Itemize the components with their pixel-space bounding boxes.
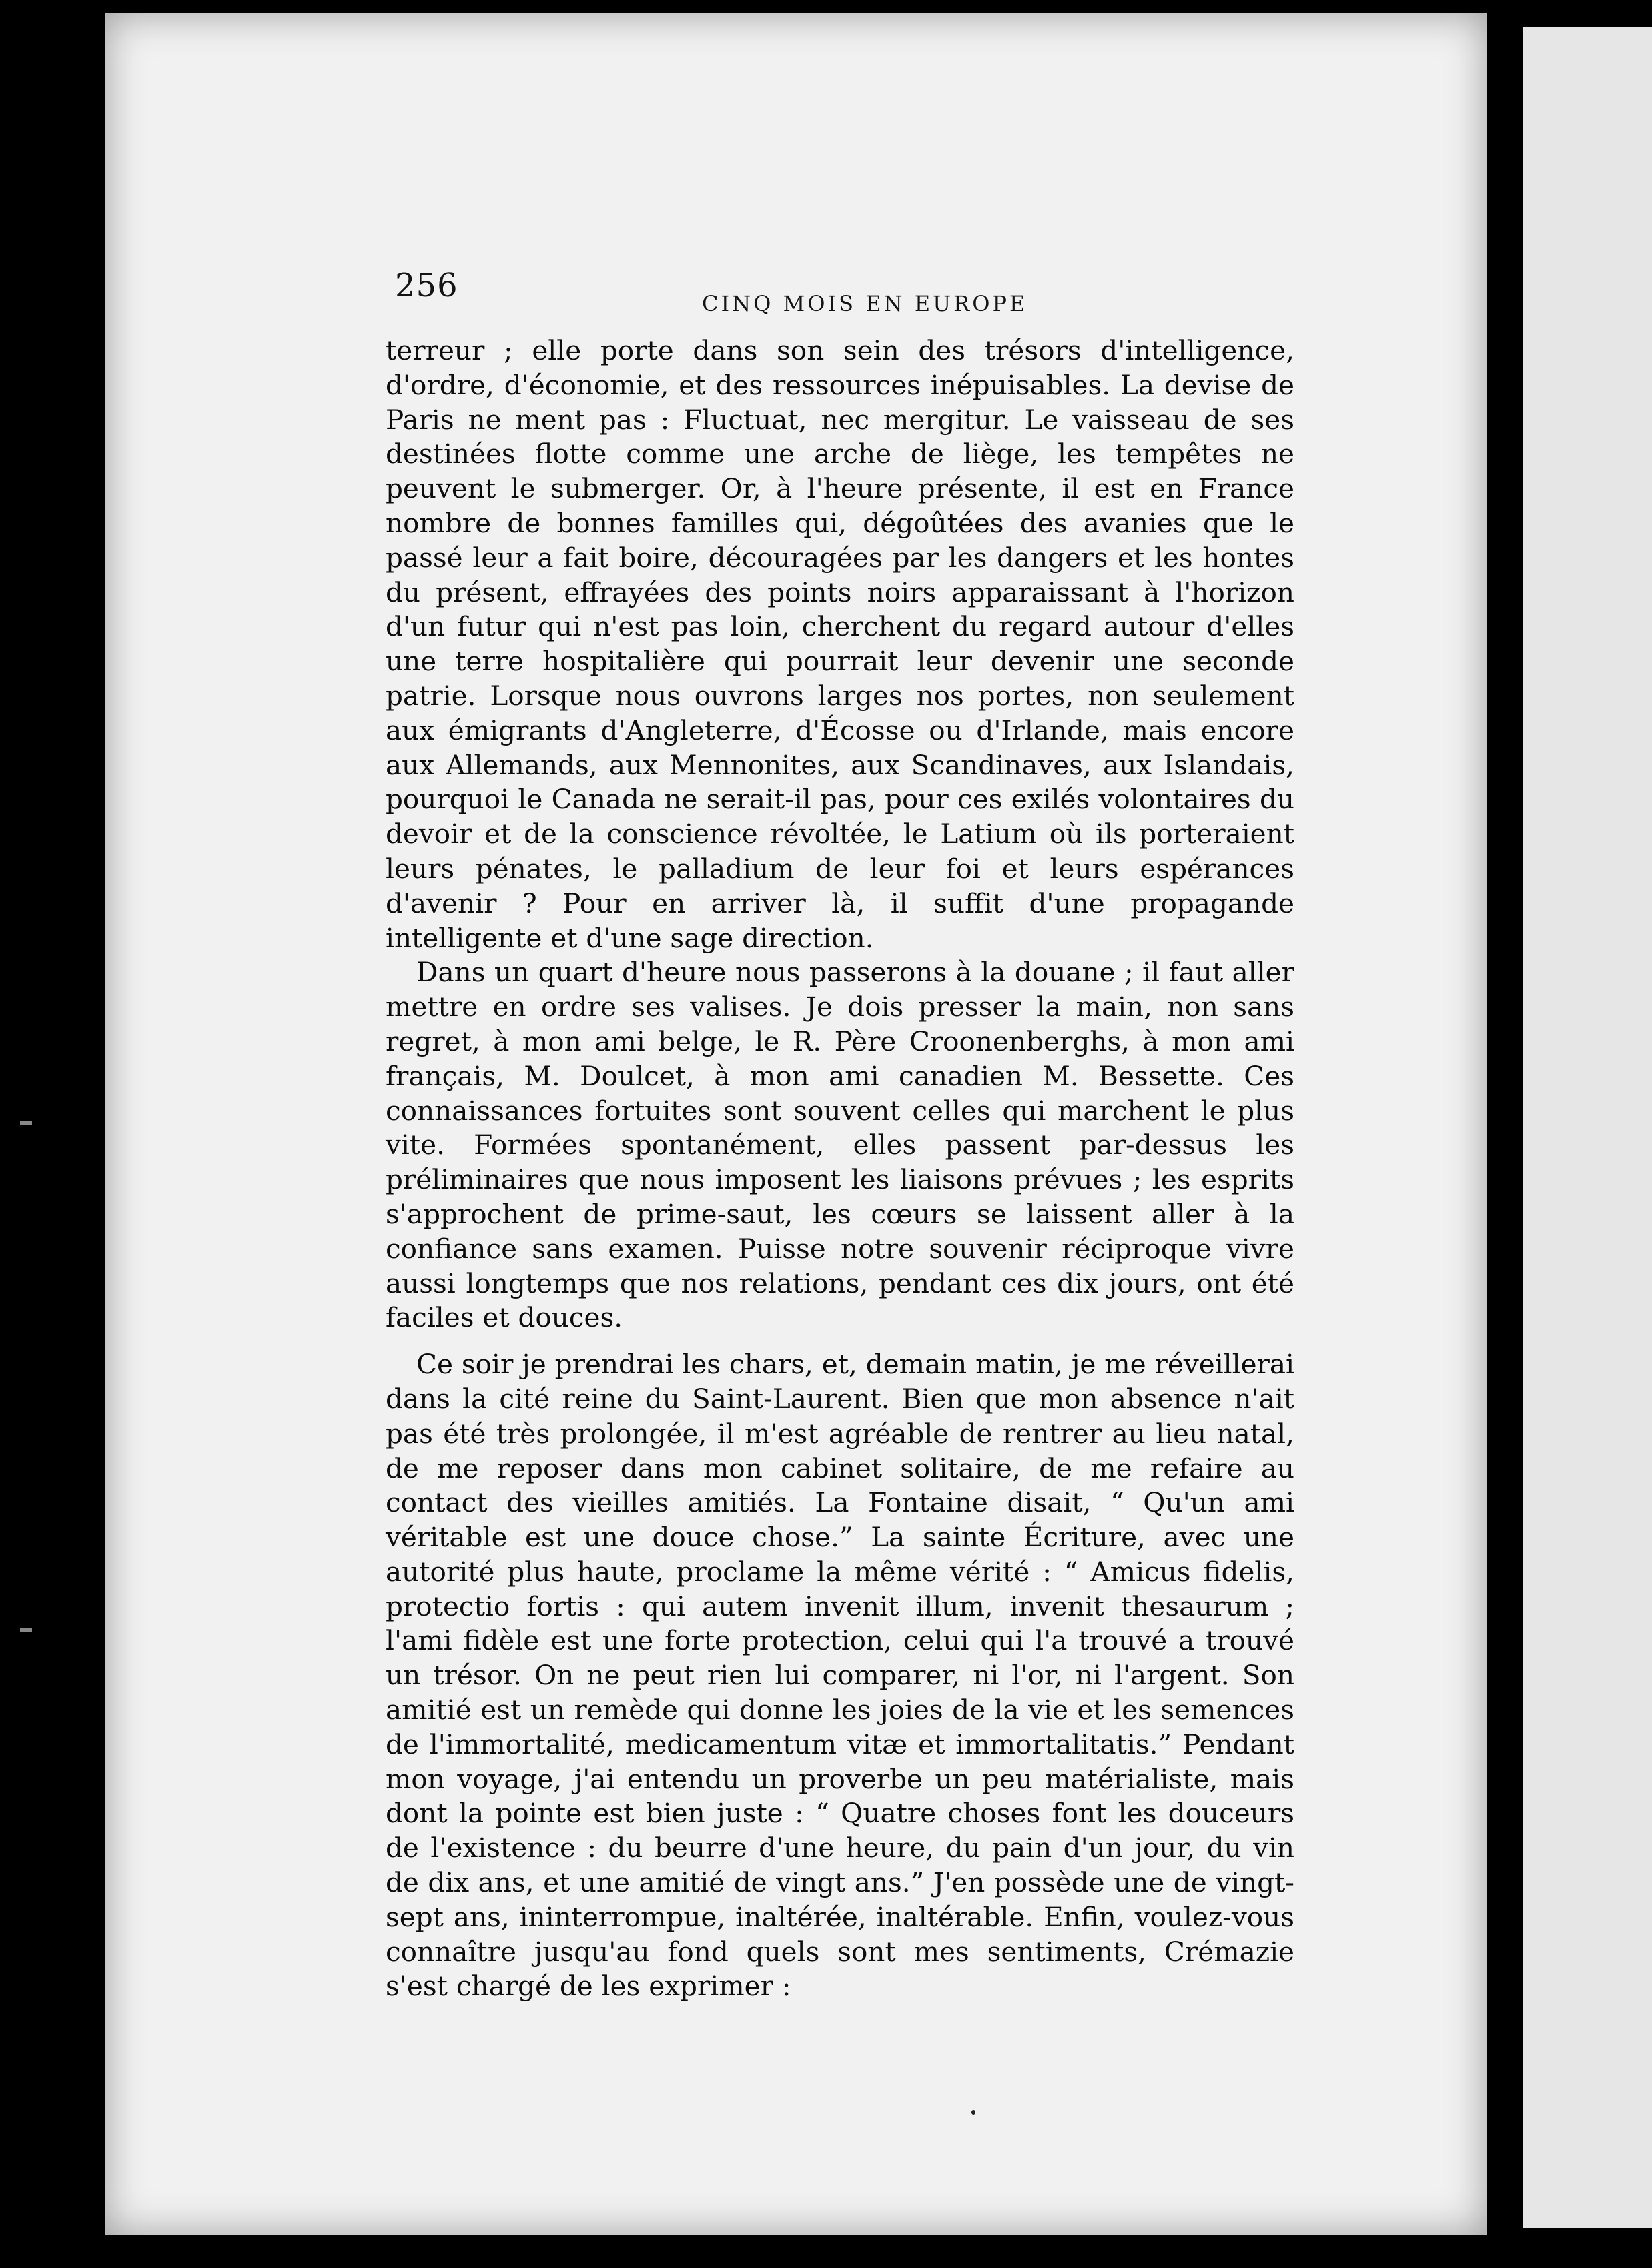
- facing-page-edge: [1523, 27, 1652, 2228]
- margin-mark: [20, 1121, 32, 1125]
- page-speck: [971, 2110, 975, 2115]
- paragraph-1: terreur ; elle porte dans son sein des trésors d'intelligence, d'ordre, d'économie, et des ressources inépuisables. La devise de Paris ne ment pas : Fluctuat, nec mergitur. Le vaisseau de ses destinées flotte comme une arche de liège, les tempêtes ne peuvent le submerger. Or, à l'heure présente, il est en France nombre de bonnes familles qui, dégoûtées des avanies que le passé leur a fait boire, découragées par les dangers et les hontes du présent, effrayées des points noirs apparaissant à l'horizon d'un futur qui n'est pas loin, cherchent du regard autour d'elles une terre hospitalière qui pourrait leur devenir une seconde patrie. Lorsque nous ouvrons larges nos portes, non seulement aux émigrants d'Angleterre, d'Écosse ou d'Irlande, mais encore aux Allemands, aux Mennonites, aux Scandinaves, aux Islandais, pourquoi le Canada ne serait-il pas, pour ces exilés volontaires du devoir et de la conscience révoltée, le Latium où ils porteraient leurs pénates, le palladium de leur foi et leurs espérances d'avenir ? Pour en arriver là, il suffit d'une propagande intelligente et d'une sage direction.: [386, 334, 1294, 954]
- margin-mark: [20, 1628, 32, 1632]
- page-number: 256: [395, 267, 458, 304]
- running-title: CINQ MOIS EN EUROPE: [702, 291, 1028, 316]
- paragraph-2: Dans un quart d'heure nous passerons à la douane ; il faut aller mettre en ordre ses valises. Je dois presser la main, non sans regret, à mon ami belge, le R. Père Croonenberghs, à mon ami français, M. Doulcet, à mon ami canadien M. Bessette. Ces connaissances fortuites sont souvent celles qui marchent le plus vite. Formées spontanément, elles passent par-dessus les préliminaires que nous imposent les liaisons prévues ; les esprits s'approchent de prime-saut, les cœurs se laissent aller à la confiance sans examen. Puisse notre souvenir réciproque vivre aussi longtemps que nos relations, pendant ces dix jours, ont été faciles et douces.: [386, 956, 1294, 1334]
- body-text: [386, 334, 1294, 2004]
- paragraph-3: Ce soir je prendrai les chars, et, demain matin, je me réveillerai dans la cité reine du Saint-Laurent. Bien que mon absence n'ait pas été très prolongée, il m'est agréable de rentrer au lieu natal, de me reposer dans mon cabinet solitaire, de me refaire au contact des vieilles amitiés. La Fontaine disait, “ Qu'un ami véritable est une douce chose.” La sainte Écriture, avec une autorité plus haute, proclame la même vérité : “ Amicus fidelis, protectio fortis : qui autem invenit illum, invenit thesaurum ; l'ami fidèle est une forte protection, celui qui l'a trouvé a trouvé un trésor. On ne peut rien lui comparer, ni l'or, ni l'argent. Son amitié est un remède qui donne les joies de la vie et les semences de l'immortalité, medicamentum vitæ et immortalitatis.” Pendant mon voyage, j'ai entendu un proverbe un peu matérialiste, mais dont la pointe est bien juste : “ Quatre choses font les douceurs de l'existence : du beurre d'une heure, du pain d'un jour, du vin de dix ans, et une amitié de vingt ans.” J'en possède une de vingt-sept ans, ininterrompue, inaltérée, inaltérable. Enfin, voulez-vous connaître jusqu'au fond quels sont mes sentiments, Crémazie s'est chargé de les exprimer :: [386, 1348, 1294, 2003]
